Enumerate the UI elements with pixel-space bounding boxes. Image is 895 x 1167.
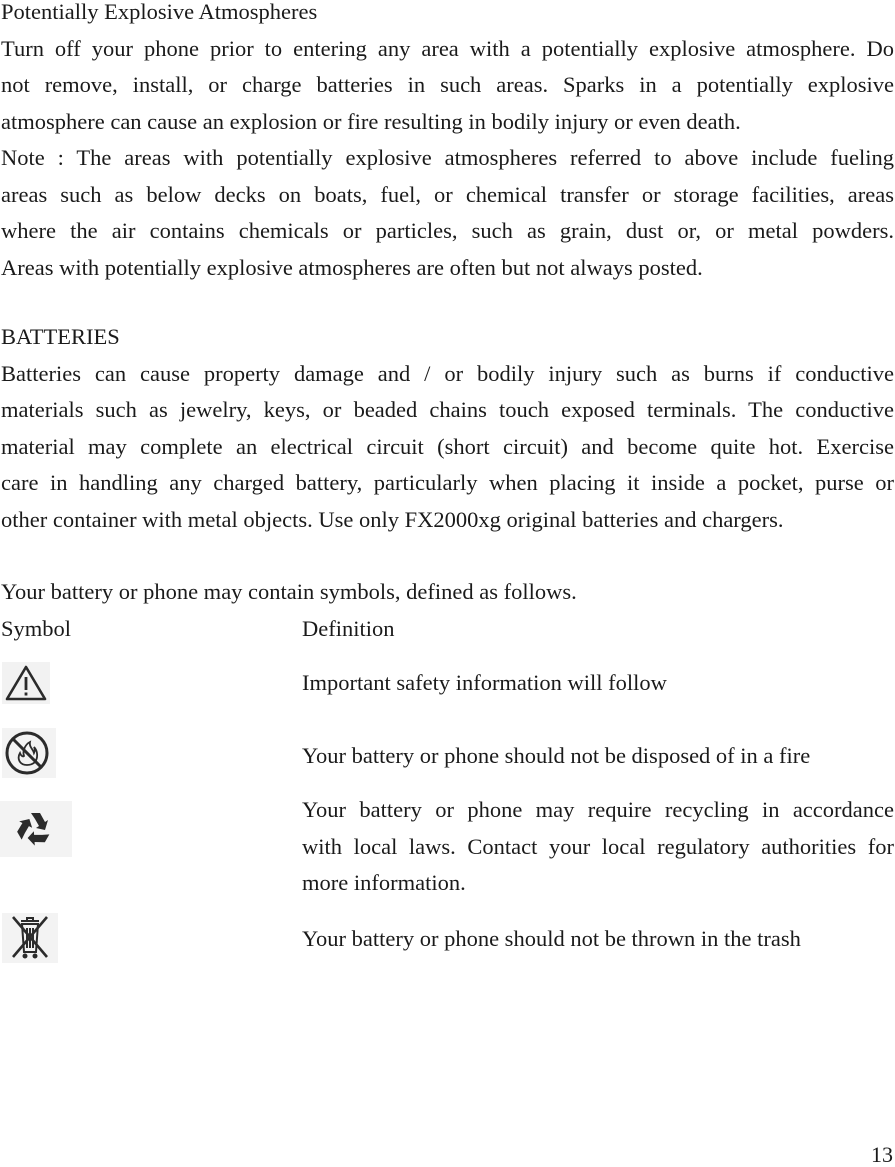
column-heading-definition: Definition <box>302 616 395 641</box>
paragraph-line: Areas with potentially explosive atmospheres are often but not always posted. <box>1 254 703 280</box>
crossed-out-bin-icon <box>2 913 58 963</box>
section-heading: Potentially Explosive Atmospheres <box>1 0 318 24</box>
paragraph-line: where the air contains chemicals or particles, such as grain, dust or, or metal powders. <box>1 218 894 243</box>
paragraph-line: care in handling any charged battery, particularly when placing it inside a pocket, purse or <box>1 470 894 495</box>
paragraph-line: atmosphere can cause an explosion or fire resulting in bodily injury or even death. <box>1 108 741 134</box>
definition-line: more information. <box>302 870 466 895</box>
symbols-intro <box>1 574 894 611</box>
paragraph-line: Note : The areas with potentially explosive atmospheres referred to above include fueling <box>1 145 894 170</box>
paragraph-line: areas such as below decks on boats, fuel, or chemical transfer or storage facilities, areas <box>1 181 894 207</box>
paragraph-line: material may complete an electrical circuit (short circuit) and become quite hot. Exercise <box>1 433 894 459</box>
symbol-definition <box>302 738 894 775</box>
symbol-definition <box>302 792 894 902</box>
definition-line: Your battery or phone may require recycling in accordance <box>302 797 894 822</box>
warning-triangle-icon <box>2 662 50 704</box>
paragraph-line: Turn off your phone prior to entering any area with a potentially explosive atmosphere. Do <box>1 35 894 61</box>
batteries-section <box>1 319 894 538</box>
definition-line: Your battery or phone should not be disposed of in a fire <box>302 743 811 768</box>
paragraph-line: Batteries can cause property damage and / or bodily injury such as burns if conductive <box>1 360 894 386</box>
symbols-intro-text: Your battery or phone may contain symbols, defined as follows. <box>1 579 577 604</box>
paragraph-line: not remove, install, or charge batteries in such areas. Sparks in a potentially explosive <box>1 72 894 97</box>
definition-line: with local laws. Contact your local regulatory authorities for <box>302 833 894 859</box>
definition-line: Important safety information will follow <box>302 670 667 695</box>
symbol-definition <box>302 665 894 702</box>
section-heading: BATTERIES <box>1 324 120 349</box>
no-fire-icon <box>2 728 56 778</box>
page-number: 13 <box>871 1142 893 1167</box>
recycle-icon <box>0 801 72 857</box>
paragraph-line: materials such as jewelry, keys, or beaded chains touch exposed terminals. The conductive <box>1 397 894 422</box>
explosive-section <box>1 0 894 286</box>
definition-line: Your battery or phone should not be thrown in the trash <box>302 926 801 951</box>
symbol-definition <box>302 921 894 958</box>
paragraph-line: other container with metal objects. Use only FX2000xg original batteries and chargers. <box>1 506 784 532</box>
column-heading-symbol: Symbol <box>1 616 72 641</box>
